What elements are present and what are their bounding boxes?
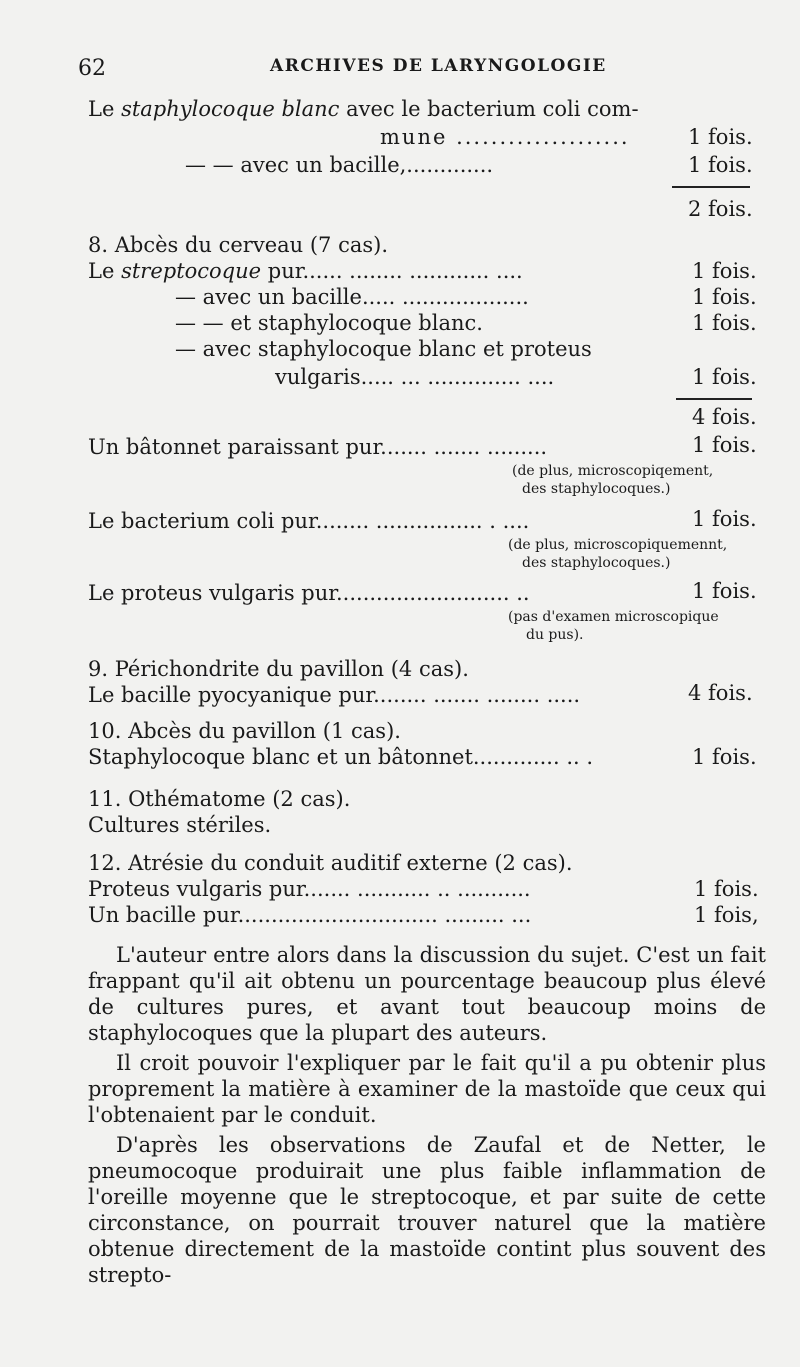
count-value: 1 fois. bbox=[692, 507, 757, 531]
total-value: 2 fois. bbox=[688, 197, 753, 221]
count-value: 1 fois. bbox=[692, 311, 757, 335]
footnote-line: (de plus, microscopiquemennt, bbox=[508, 537, 728, 553]
count-value: 1 fois. bbox=[692, 285, 757, 309]
total-value: 4 fois. bbox=[692, 405, 757, 429]
text-line: mune .................... bbox=[380, 125, 630, 149]
text-line: Un bâtonnet paraissant pur....... ....... ......... bbox=[88, 435, 548, 459]
section-heading: 10. Abcès du pavillon (1 cas). bbox=[88, 719, 401, 743]
footnote-line: (de plus, microscopiqement, bbox=[512, 463, 714, 479]
count-value: 1 fois. bbox=[692, 745, 757, 769]
text-line: Le streptocoque pur...... ........ ............ .... bbox=[88, 259, 523, 283]
paragraph: D'après les observations de Zaufal et de Netter, le pneumocoque produirait une plus faible inflammation de l'oreille moyenne que le streptocoque, et par suite de cette circonstance, on pourrait trouver naturel que la matière obtenue directement de la mastoïde contint plus souvent des strepto- bbox=[88, 1133, 766, 1287]
section-heading: 11. Othématome (2 cas). bbox=[88, 787, 351, 811]
text-line: Le bacterium coli pur........ ................ . .... bbox=[88, 509, 530, 533]
count-value: 1 fois. bbox=[692, 579, 757, 603]
text-line: — avec un bacille..... ................... bbox=[175, 285, 529, 309]
page-number: 62 bbox=[78, 56, 106, 81]
text-line: Staphylocoque blanc et un bâtonnet............. .. . bbox=[88, 745, 594, 769]
count-value: 1 fois. bbox=[692, 433, 757, 457]
text-line: Proteus vulgaris pur....... ........... .. ........... bbox=[88, 877, 531, 901]
count-value: 1 fois. bbox=[688, 125, 753, 149]
text-line: — — et staphylocoque blanc. bbox=[175, 311, 483, 335]
footnote-line: des staphylocoques.) bbox=[522, 555, 671, 571]
count-value: 1 fois. bbox=[688, 153, 753, 177]
footnote-line: du pus). bbox=[526, 627, 584, 643]
footnote-line: des staphylocoques.) bbox=[522, 481, 671, 497]
text-line: Cultures stériles. bbox=[88, 813, 272, 837]
text-line: Le proteus vulgaris pur.......................... .. bbox=[88, 581, 530, 605]
sum-rule bbox=[672, 186, 750, 188]
section-heading: 12. Atrésie du conduit auditif externe (2 cas). bbox=[88, 851, 573, 875]
text-line: — — avec un bacille,............. bbox=[185, 153, 494, 177]
paragraph: L'auteur entre alors dans la discussion du sujet. C'est un fait frappant qu'il ait obtenu un pourcentage beaucoup plus élevé de cultures pures, et avant tout beaucoup moins de staphylocoques que la plupart des auteurs. bbox=[88, 943, 766, 1045]
count-value: 1 fois. bbox=[692, 259, 757, 283]
count-value: 4 fois. bbox=[688, 681, 753, 705]
count-value: 1 fois, bbox=[694, 903, 759, 927]
text-line: Le staphylocoque blanc avec le bacterium coli com- bbox=[88, 97, 639, 121]
text-line: — avec staphylocoque blanc et proteus bbox=[175, 337, 592, 361]
running-title: ARCHIVES DE LARYNGOLOGIE bbox=[270, 56, 607, 76]
count-value: 1 fois. bbox=[694, 877, 759, 901]
section-heading: 8. Abcès du cerveau (7 cas). bbox=[88, 233, 388, 257]
text-line: Un bacille pur.............................. ......... ... bbox=[88, 903, 532, 927]
sum-rule bbox=[676, 398, 752, 400]
text-line: vulgaris..... ... .............. .... bbox=[275, 365, 555, 389]
text-line: Le bacille pyocyanique pur........ ....... ........ ..... bbox=[88, 683, 581, 707]
footnote-line: (pas d'examen microscopique bbox=[508, 609, 719, 625]
body-text bbox=[88, 942, 766, 1288]
paragraph: Il croit pouvoir l'expliquer par le fait qu'il a pu obtenir plus proprement la matière à examiner de la mastoïde que ceux qui l'obtenaient par le conduit. bbox=[88, 1051, 766, 1127]
section-heading: 9. Périchondrite du pavillon (4 cas). bbox=[88, 657, 469, 681]
count-value: 1 fois. bbox=[692, 365, 757, 389]
